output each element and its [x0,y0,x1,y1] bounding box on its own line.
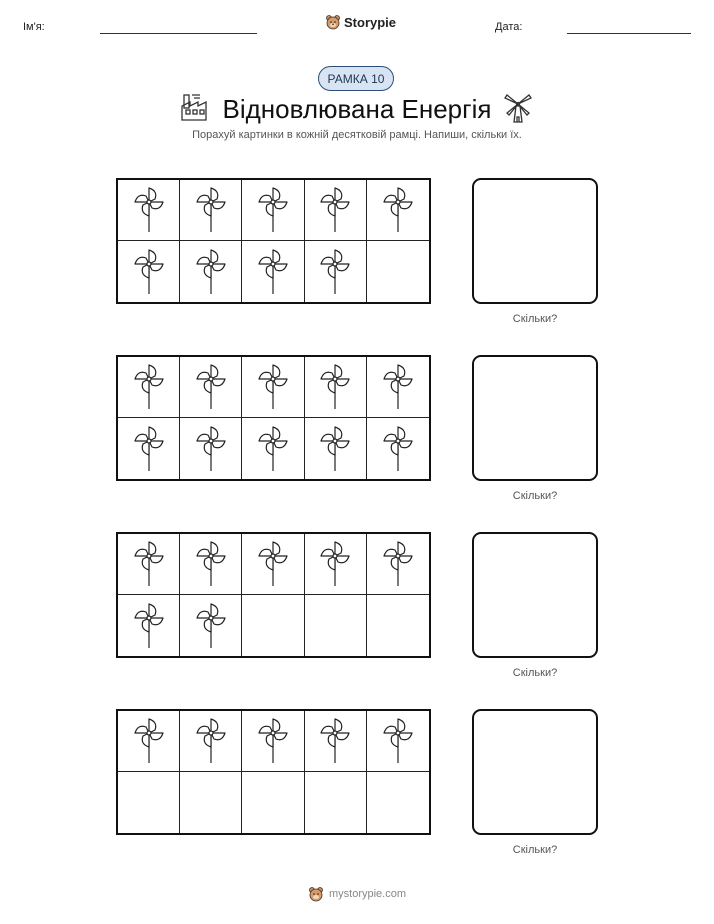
pinwheel-icon [382,425,414,473]
brand-name: Storypie [344,14,397,30]
pinwheel-icon [257,717,289,765]
ten-frame [116,532,431,658]
ten-frame-cell [367,772,429,833]
ten-frame-cell [242,180,304,241]
ten-frame-cell [305,357,367,418]
pinwheel-icon [195,717,227,765]
ten-frame-cell [118,772,180,833]
ten-frame-cell [118,418,180,479]
bear-mascot-icon [325,14,341,30]
ten-frame-cell [118,241,180,302]
ten-frame-cell [305,534,367,595]
pinwheel-icon [195,540,227,588]
ten-frame-cell [305,180,367,241]
date-line[interactable] [567,33,691,34]
ten-frame-cell [242,772,304,833]
pinwheel-icon [319,540,351,588]
pinwheel-icon [382,540,414,588]
ten-frame-cell [118,180,180,241]
answer-prompt: Скільки? [512,313,558,325]
answer-box[interactable] [472,178,598,304]
ten-frame-cell [305,595,367,656]
pinwheel-icon [195,602,227,650]
pinwheel-icon [133,540,165,588]
answer-prompt: Скільки? [512,844,558,856]
footer [0,886,714,902]
ten-frame-cell [242,241,304,302]
ten-frame-cell [180,772,242,833]
bear-mascot-icon [308,886,324,902]
pinwheel-icon [382,717,414,765]
pinwheel-icon [195,425,227,473]
ten-frame-cell [180,711,242,772]
windmill-icon [503,92,533,124]
ten-frame-cell [180,418,242,479]
frame-badge: РАМКА 10 [318,66,394,91]
ten-frame [116,709,431,835]
ten-frame-cell [180,534,242,595]
pinwheel-icon [133,363,165,411]
brand-logo [325,14,396,30]
ten-frame [116,355,431,481]
date-label: Дата: [495,21,523,33]
ten-frame-cell [180,595,242,656]
ten-frame-cell [242,534,304,595]
ten-frame-cell [305,241,367,302]
pinwheel-icon [319,717,351,765]
pinwheel-icon [195,363,227,411]
ten-frame-cell [367,534,429,595]
name-line[interactable] [100,33,257,34]
page-title: Відновлювана Енергія [222,94,492,124]
pinwheel-icon [257,186,289,234]
ten-frame-cell [305,772,367,833]
ten-frame-cell [118,711,180,772]
pinwheel-icon [382,363,414,411]
ten-frame-cell [180,357,242,418]
answer-box[interactable] [472,709,598,835]
pinwheel-icon [257,248,289,296]
pinwheel-icon [257,540,289,588]
ten-frame-cell [367,595,429,656]
ten-frame [116,178,431,304]
instructions: Порахуй картинки в кожній десятковій рамці. Напиши, скільки їх. [192,129,522,141]
pinwheel-icon [319,186,351,234]
answer-prompt: Скільки? [512,667,558,679]
pinwheel-icon [133,717,165,765]
ten-frame-cell [242,595,304,656]
ten-frame-cell [367,418,429,479]
pinwheel-icon [133,602,165,650]
pinwheel-icon [195,186,227,234]
ten-frame-cell [118,595,180,656]
ten-frame-cell [242,711,304,772]
ten-frame-cell [118,534,180,595]
ten-frame-cell [367,180,429,241]
pinwheel-icon [319,248,351,296]
ten-frame-cell [367,711,429,772]
ten-frame-cell [180,180,242,241]
answer-prompt: Скільки? [512,490,558,502]
footer-url: mystorypie.com [328,888,407,900]
answer-box[interactable] [472,532,598,658]
pinwheel-icon [133,186,165,234]
pinwheel-icon [257,425,289,473]
pinwheel-icon [195,248,227,296]
pinwheel-icon [319,425,351,473]
ten-frame-cell [242,357,304,418]
answer-box[interactable] [472,355,598,481]
pinwheel-icon [257,363,289,411]
pinwheel-icon [133,248,165,296]
ten-frame-cell [180,241,242,302]
pinwheel-icon [133,425,165,473]
pinwheel-icon [382,186,414,234]
name-label: Ім'я: [23,21,45,33]
ten-frame-cell [242,418,304,479]
ten-frame-cell [118,357,180,418]
ten-frame-cell [367,357,429,418]
ten-frame-cell [367,241,429,302]
ten-frame-cell [305,711,367,772]
ten-frame-cell [305,418,367,479]
pinwheel-icon [319,363,351,411]
